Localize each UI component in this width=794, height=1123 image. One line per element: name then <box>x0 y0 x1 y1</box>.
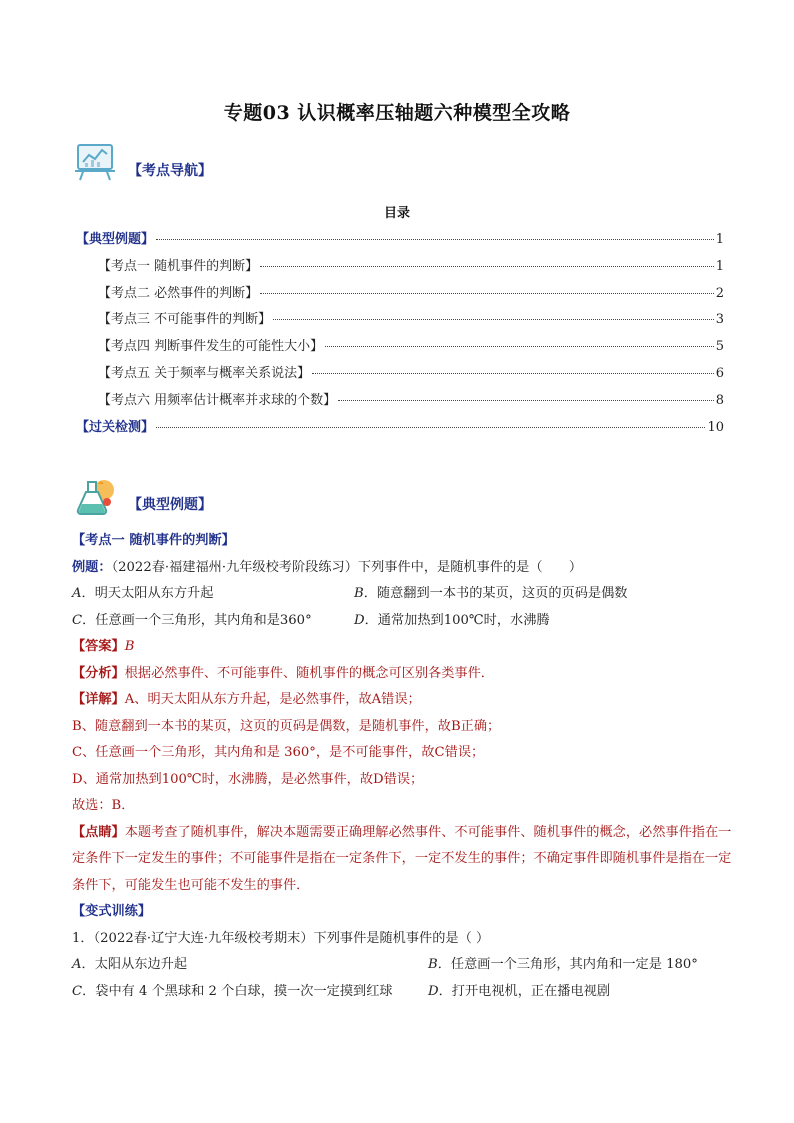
toc-item-page: 2 <box>715 285 724 301</box>
toc-leader <box>325 346 714 347</box>
example-options-row-1 <box>72 581 732 608</box>
toc-item-topic-5[interactable] <box>76 362 724 389</box>
option-c-text: ．任意画一个三角形，其内角和是360° <box>82 612 312 628</box>
analysis-text: 根据必然事件、不可能事件、随机事件的概念可区别各类事件． <box>124 665 494 681</box>
toc-item-page: 10 <box>707 419 724 435</box>
detail-text: A、明天太阳从东方升起，是必然事件，故A错误； <box>124 692 421 707</box>
practice-options-row-2 <box>72 979 732 1006</box>
examples-heading: 【典型例题】 <box>128 497 212 513</box>
toc-leader <box>312 373 714 374</box>
toc-item-page: 3 <box>715 312 724 328</box>
toc-item-label: 【考点六 用频率估计概率并求球的个数】 <box>98 392 337 408</box>
toc-leader <box>260 293 714 294</box>
examples-section-header <box>74 476 212 516</box>
practice-option-c: C．袋中有 4 个黑球和 2 个白球，摸一次一定摸到红球 <box>72 983 393 999</box>
toc-item-page: 1 <box>715 258 724 274</box>
flask-icon <box>74 476 122 516</box>
example-label: 例题： <box>72 559 112 575</box>
comment-paragraph <box>72 820 732 900</box>
toc-item-checkpoint[interactable] <box>76 416 724 443</box>
toc-leader <box>338 400 714 401</box>
nav-section-header <box>74 142 212 182</box>
toc-item-label: 【考点三 不可能事件的判断】 <box>98 312 272 328</box>
option-a-text: ．明天太阳从东方升起 <box>81 586 214 601</box>
analysis-line <box>72 661 732 688</box>
practice-option-c-text: ．袋中有 4 个黑球和 2 个白球，摸一次一定摸到红球 <box>82 983 393 999</box>
toc-item-page: 1 <box>715 232 724 247</box>
option-d-text: ．通常加热到100℃时，水沸腾 <box>364 612 550 628</box>
detail-line-1 <box>72 687 732 714</box>
toc-title: 目录 <box>383 206 410 221</box>
toc-item-topic-1[interactable] <box>76 255 724 282</box>
option-a: A．明天太阳从东方升起 <box>72 586 214 601</box>
toc-item-label: 【考点二 必然事件的判断】 <box>98 285 259 301</box>
practice-option-a: A．太阳从东边升起 <box>72 957 188 972</box>
toc-item-examples[interactable] <box>76 228 724 255</box>
toc-item-label: 【考点一 随机事件的判断】 <box>98 258 259 274</box>
comment-label: 【点睛】 <box>72 824 125 840</box>
detail-label: 【详解】 <box>72 692 125 707</box>
practice-option-a-text: ．太阳从东边升起 <box>81 957 188 972</box>
main-content <box>72 528 732 1005</box>
practice-options-row-1 <box>72 952 732 979</box>
nav-heading: 【考点导航】 <box>128 163 212 179</box>
practice-option-d: D．打开电视机，正在播电视剧 <box>428 983 611 999</box>
answer-value: B <box>124 639 135 654</box>
toc-item-page: 8 <box>715 392 724 408</box>
example-question <box>72 555 732 582</box>
detail-line-4: D、通常加热到100℃时，水沸腾，是必然事件，故D错误； <box>72 771 424 787</box>
table-of-contents <box>76 228 724 442</box>
example-text: （2022春·福建福州·九年级校考阶段练习）下列事件中，是随机事件的是（ ） <box>111 559 583 575</box>
option-b-text: ．随意翻到一本书的某页，这页的页码是偶数 <box>363 586 628 601</box>
detail-line-3: C、任意画一个三角形，其内角和是 360°，是不可能事件，故C错误； <box>72 745 485 760</box>
toc-item-topic-3[interactable] <box>76 308 724 335</box>
topic-heading: 【考点一 随机事件的判断】 <box>72 533 235 548</box>
detail-choose: 故选：B． <box>72 798 135 813</box>
detail-line-2: B、随意翻到一本书的某页，这页的页码是偶数，是随机事件，故B正确； <box>72 718 501 734</box>
whiteboard-chart-icon <box>74 142 122 182</box>
toc-item-page: 5 <box>715 339 724 355</box>
toc-leader <box>260 266 714 267</box>
toc-item-label: 【过关检测】 <box>76 419 155 435</box>
practice-option-b-text: ．任意画一个三角形，其内角和一定是 180° <box>437 957 698 972</box>
option-d: D．通常加热到100℃时，水沸腾 <box>354 612 550 628</box>
analysis-label: 【分析】 <box>72 665 125 681</box>
toc-leader <box>156 427 705 428</box>
practice-option-d-text: ．打开电视机，正在播电视剧 <box>438 983 611 999</box>
toc-item-label: 【典型例题】 <box>76 232 155 247</box>
toc-item-label: 【考点五 关于频率与概率关系说法】 <box>98 365 311 381</box>
toc-leader <box>156 239 714 240</box>
practice-question: 1．（2022春·辽宁大连·九年级校考期末）下列事件是随机事件的是（ ） <box>72 930 490 946</box>
toc-item-topic-2[interactable] <box>76 282 724 309</box>
toc-item-label: 【考点四 判断事件发生的可能性大小】 <box>98 339 324 355</box>
answer-line <box>72 634 732 661</box>
toc-item-topic-6[interactable] <box>76 389 724 416</box>
practice-option-b: B．任意画一个三角形，其内角和一定是 180° <box>428 957 698 972</box>
option-c: C．任意画一个三角形，其内角和是360° <box>72 612 312 628</box>
toc-item-page: 6 <box>715 365 724 381</box>
practice-heading: 【变式训练】 <box>72 904 152 919</box>
toc-item-topic-4[interactable] <box>76 335 724 362</box>
page-title: 专题03 认识概率压轴题六种模型全攻略 <box>223 102 571 124</box>
comment-text: 本题考查了随机事件，解决本题需要正确理解必然事件、不可能事件、随机事件的概念，必然事件指在一定条件下一定发生的事件；不可能事件是指在一定条件下，一定不发生的事件；不确定事件即随机事件是指在一定条件下，可能发生也可能不发生的事件． <box>72 824 732 893</box>
option-b: B．随意翻到一本书的某页，这页的页码是偶数 <box>354 586 628 601</box>
toc-leader <box>273 319 714 320</box>
example-options-row-2 <box>72 608 732 635</box>
answer-label: 【答案】 <box>72 639 125 654</box>
